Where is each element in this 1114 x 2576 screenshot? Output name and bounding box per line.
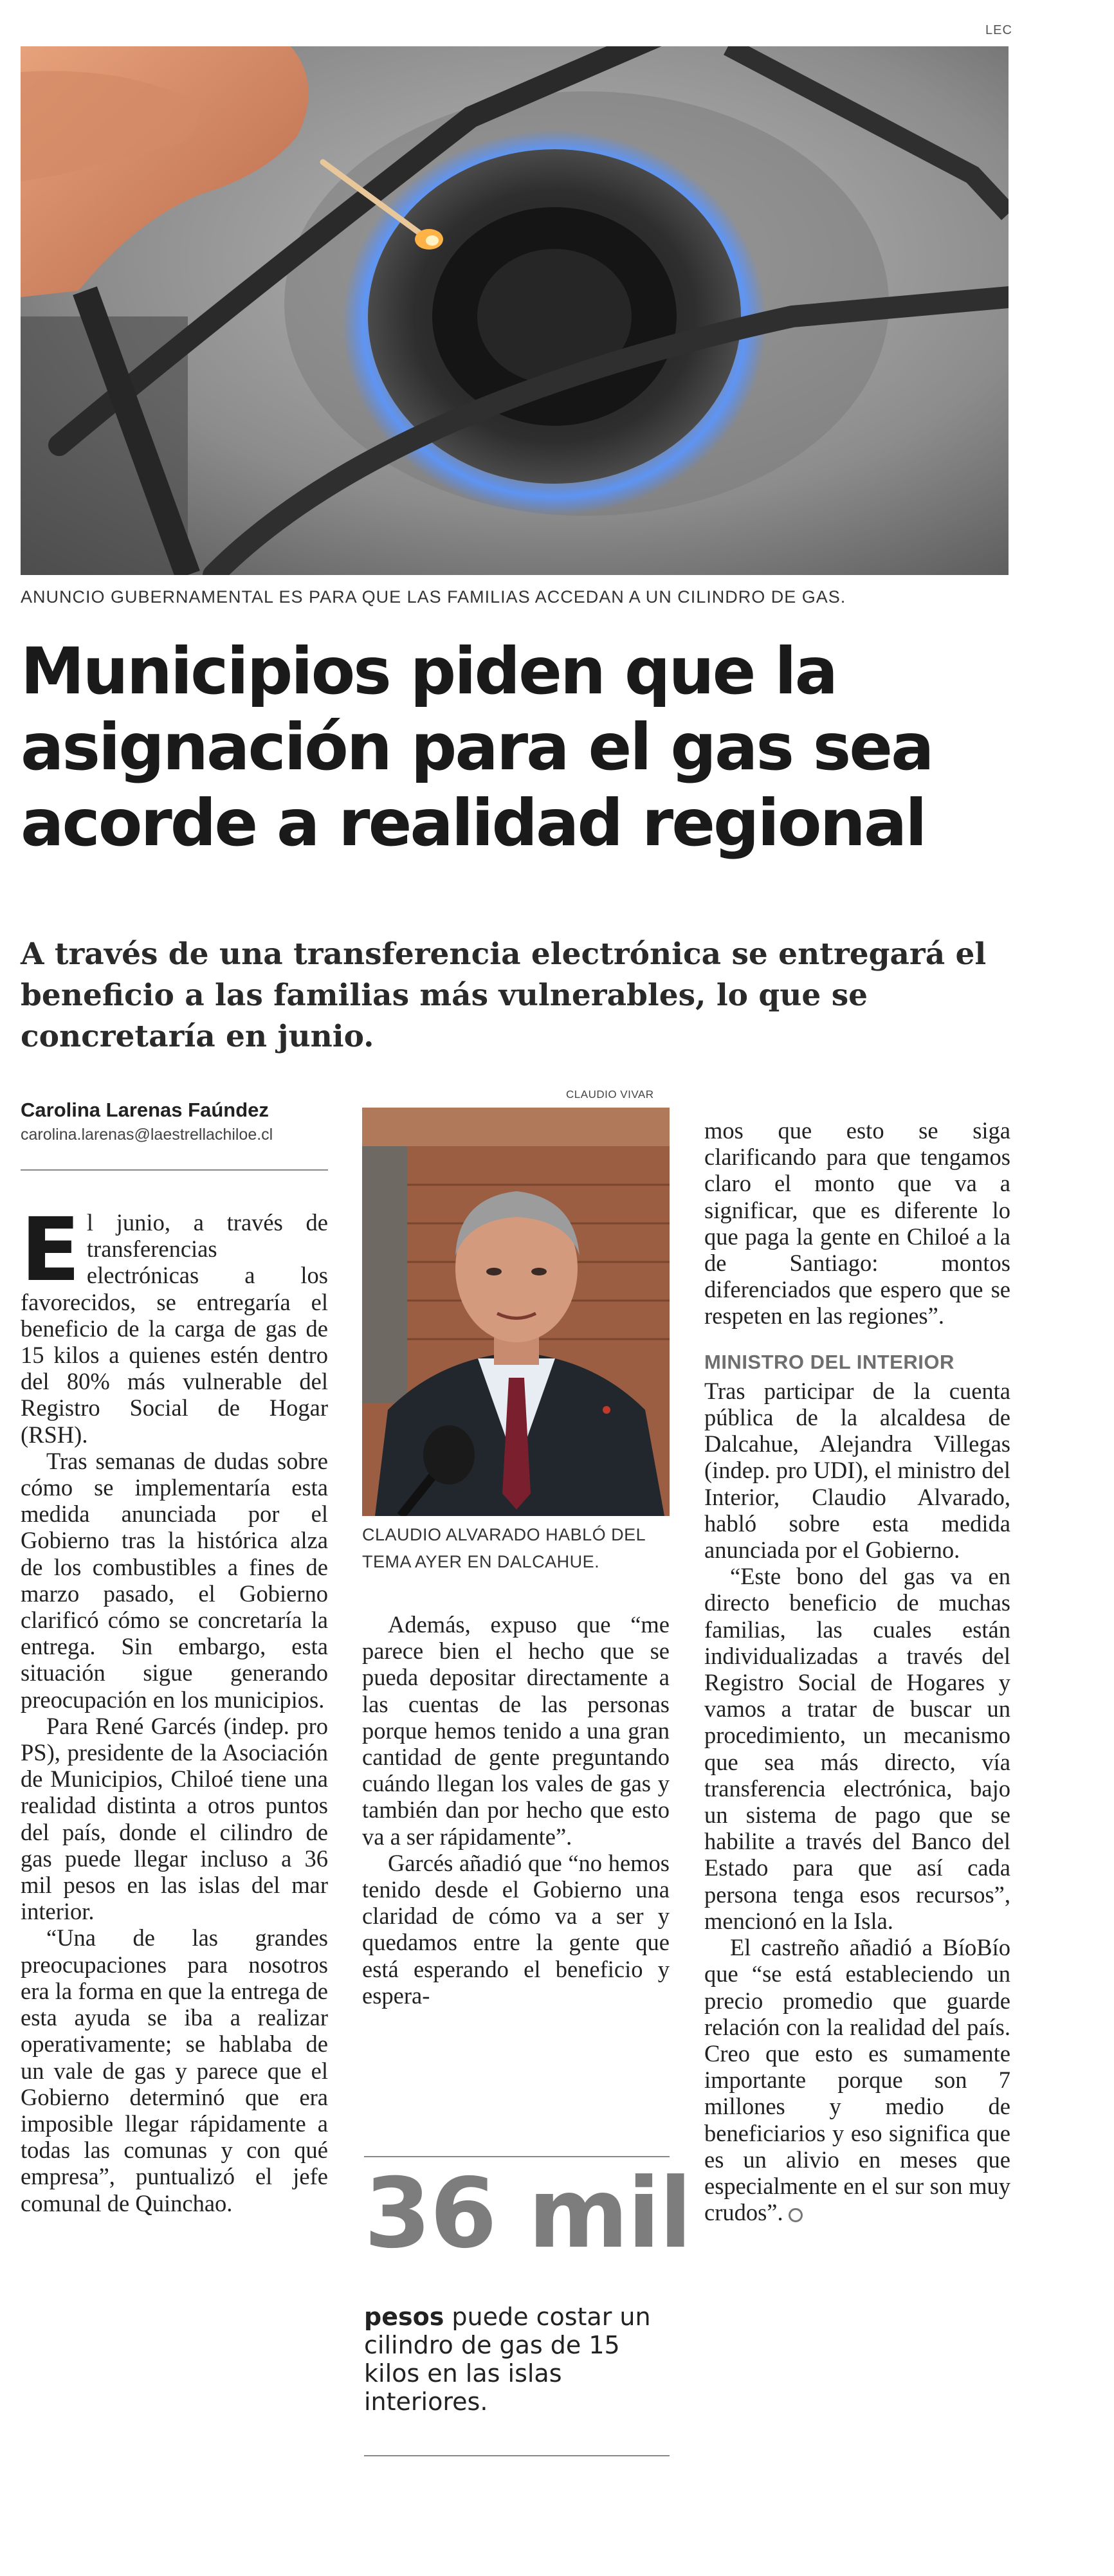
minister-portrait-illustration — [362, 1108, 670, 1516]
drop-cap: E — [21, 1200, 80, 1301]
headline: Municipios piden que la asignación para el gas sea acorde a realidad regional — [21, 634, 933, 861]
byline-divider — [21, 1169, 328, 1171]
minister-photo — [362, 1108, 670, 1516]
article-column-2 — [362, 1611, 670, 2009]
highlight-text: puede costar un cilindro de gas de 15 kilos en las islas interiores. — [364, 2303, 651, 2416]
paragraph: “Este bono del gas va en directo beneficio de muchas familias, las cuales están individualizadas a través del Registro Social de Hogares y vamos a tratar de buscar un procedimiento, un mecanismo que sea más directo, vía transferencia electrónica, bajo un sistema de pago que se habilite a través del Banco del Estado para que así cada persona tenga esos recursos”, mencionó en la Isla. — [704, 1563, 1010, 1934]
stove-burner-illustration — [21, 46, 1009, 575]
paragraph — [704, 1934, 1010, 2225]
highlight-description — [364, 2303, 671, 2416]
paragraph: Además, expuso que “me parece bien el hecho que se pueda depositar directamente a las cuentas de las personas porque hemos tenido a una gran cantidad de gente preguntando cuándo llegan los vales de gas y también dan por hecho que esto va a ser rápidamente”. — [362, 1611, 670, 1850]
highlight-top-rule — [364, 2156, 670, 2157]
paragraph: Tras semanas de dudas sobre cómo se implementaría esta medida anunciada por el Gobierno tras la histórica alza de los combustibles a fines de marzo pasado, el Gobierno clarificó cómo se concretaría la entrega. Sin embargo, esta situación sigue generando preocupación en los municipios. — [21, 1447, 328, 1713]
paragraph: Garcés añadió que “no hemos tenido desde el Gobierno una claridad de cómo va a ser y quedamos entre la gente que está esperando el beneficio y espera- — [362, 1849, 670, 2009]
highlight-bold: pesos — [364, 2303, 444, 2331]
paragraph: Para René Garcés (indep. pro PS), presidente de la Asociación de Municipios, Chiloé tiene una realidad distinta a otros puntos del país, donde el cilindro de gas puede llegar incluso a 36 mil pesos en las islas del mar interior. — [21, 1712, 328, 1925]
highlight-bottom-rule — [364, 2455, 670, 2456]
paragraph: mos que esto se siga clarificando para que tengamos claro el monto que va a significar, que es diferente lo que paga la gente en Chiloé a la de Santiago: montos diferenciados que espero que se respeten en las regiones”. — [704, 1117, 1010, 1329]
paragraph: “Una de las grandes preocupaciones para nosotros era la forma en que la entrega de esta ayuda se iba a realizar operativamente; se hablaba de un vale de gas y parece que el Gobierno determinó que era imposible llegar rápidamente a todas las comunas y con qué empresa”, puntualizó el jefe comunal de Quinchao. — [21, 1924, 328, 2216]
article-column-1 — [21, 1200, 328, 2216]
highlight-number: 36 mil — [364, 2158, 691, 2270]
author-email[interactable]: carolina.larenas@laestrellachiloe.cl — [21, 1126, 273, 1144]
hero-caption: ANUNCIO GUBERNAMENTAL ES PARA QUE LAS FAMILIAS ACCEDAN A UN CILINDRO DE GAS. — [21, 587, 846, 607]
article-column-3 — [704, 1117, 1010, 2225]
section-tag: LEC — [985, 23, 1012, 37]
section-subtitle: MINISTRO DEL INTERIOR — [704, 1350, 954, 1373]
photo-credit: CLAUDIO VIVAR — [566, 1088, 654, 1101]
hero-photo — [21, 46, 1009, 575]
subhead: A través de una transferencia electrónica se entregará el beneficio a las familias más vulnerables, lo que se concretaría en junio. — [21, 936, 987, 1054]
paragraph: Tras participar de la cuenta pública de la alcaldesa de Dalcahue, Alejandra Villegas (indep. pro UDI), el ministro del Interior, Claudio Alvarado, habló sobre esta medida anunciada por el Gobierno. — [704, 1377, 1010, 1564]
paragraph-text: El castreño añadió a BíoBío que “se está estableciendo un precio promedio que guarde relación con la realidad del país. Creo que esto es sumamente importante porque son 7 millones y medio de beneficiarios y eso significa que es un alivio en meses que especialmente en el sur son muy crudos”. — [704, 1934, 1010, 2226]
author-name: Carolina Larenas Faúndez — [21, 1099, 269, 1121]
photo-caption: CLAUDIO ALVARADO HABLÓ DEL TEMA AYER EN DALCAHUE. — [362, 1525, 646, 1571]
paragraph — [21, 1200, 328, 1448]
end-of-article-icon — [789, 2208, 803, 2222]
paragraph-text: l junio, a través de transferencias electrónicas a los favorecidos, se entregaría el beneficio de la carga de gas de 15 kilos a quienes estén dentro del 80% más vulnerable del Registro Social de Hogar (RSH). — [21, 1209, 328, 1448]
